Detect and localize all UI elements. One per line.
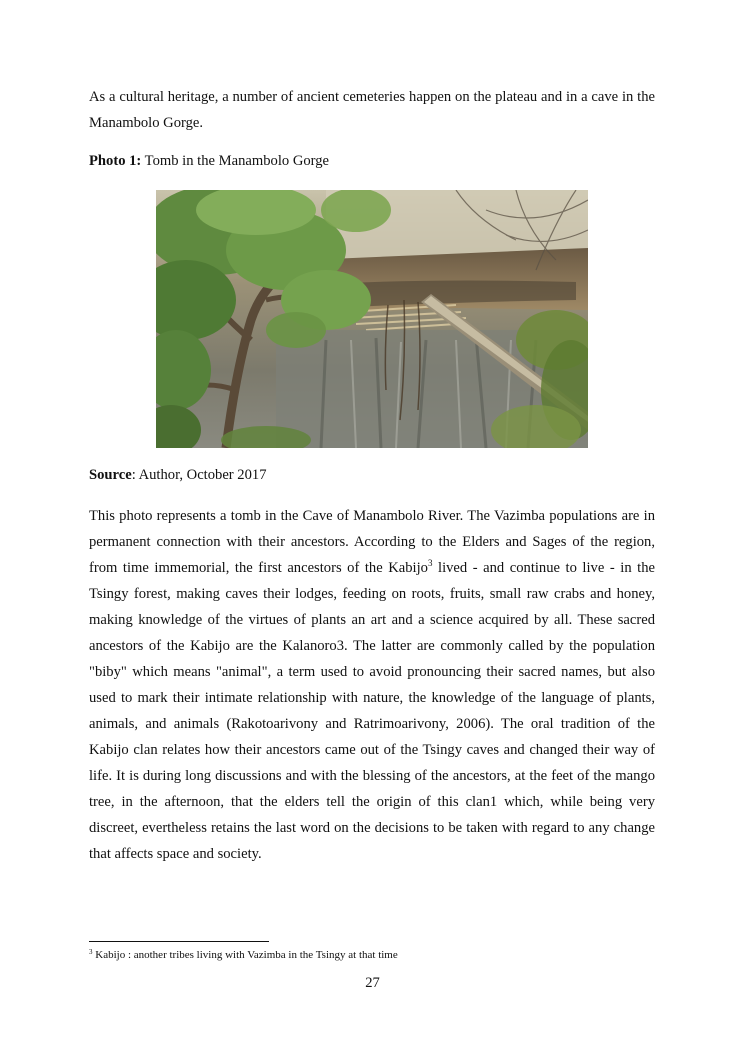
body-paragraph <box>89 503 655 867</box>
intro-paragraph: As a cultural heritage, a number of ancient cemeteries happen on the plateau and in a cave in the Manambolo Gorge. <box>89 89 655 131</box>
photo-caption-label: Photo 1: <box>89 153 142 169</box>
photo-tomb-manambolo-gorge <box>156 190 588 448</box>
page-number: 27 <box>365 975 380 991</box>
photo-illustration <box>156 190 588 448</box>
footnote-reference[interactable]: 3 <box>427 558 433 568</box>
photo-source <box>89 462 267 488</box>
footnote-divider <box>89 941 269 942</box>
photo-source-text: : Author, October 2017 <box>131 467 267 483</box>
footnote-number: 3 <box>89 948 93 956</box>
photo-source-label: Source <box>89 467 132 483</box>
footnote <box>89 947 398 963</box>
photo-caption <box>89 148 329 174</box>
photo-caption-text: Tomb in the Manambolo Gorge <box>141 153 330 169</box>
footnote-text: Kabijo : another tribes living with Vazimba in the Tsingy at that time <box>92 949 398 961</box>
body-text-part2: lived - and continue to live - in the Tsingy forest, making caves their lodges, feeding on roots, fruits, small raw crabs and honey, making knowledge of the virtues of plants an art and a science acquired by all. These sacred ancestors of the Kabijo are the Kalanoro3. The latter are commonly called by the population "biby" which means "animal", a term used to avoid pronouncing their sacred names, but also used to mark their intimate relationship with nature, the knowledge of the language of plants, animals, and animals (Rakotoarivony and Ratrimoarivony, 2006). The oral tradition of the Kabijo clan relates how their ancestors came out of the Tsingy caves and changed their way of life. It is during long discussions and with the blessing of the ancestors, at the feet of the mango tree, in the afternoon, that the elders tell the origin of this clan1 which, while being very discreet, evertheless retains the last word on the decisions to be taken with regard to any change that affects space and society. <box>89 560 655 862</box>
body-text-part1: This photo represents a tomb in the Cave of Manambolo River. The Vazimba populations are in permanent connection with their ancestors. According to the Elders and Sages of the region, from time immemorial, the first ancestors of the Kabijo <box>89 508 655 576</box>
